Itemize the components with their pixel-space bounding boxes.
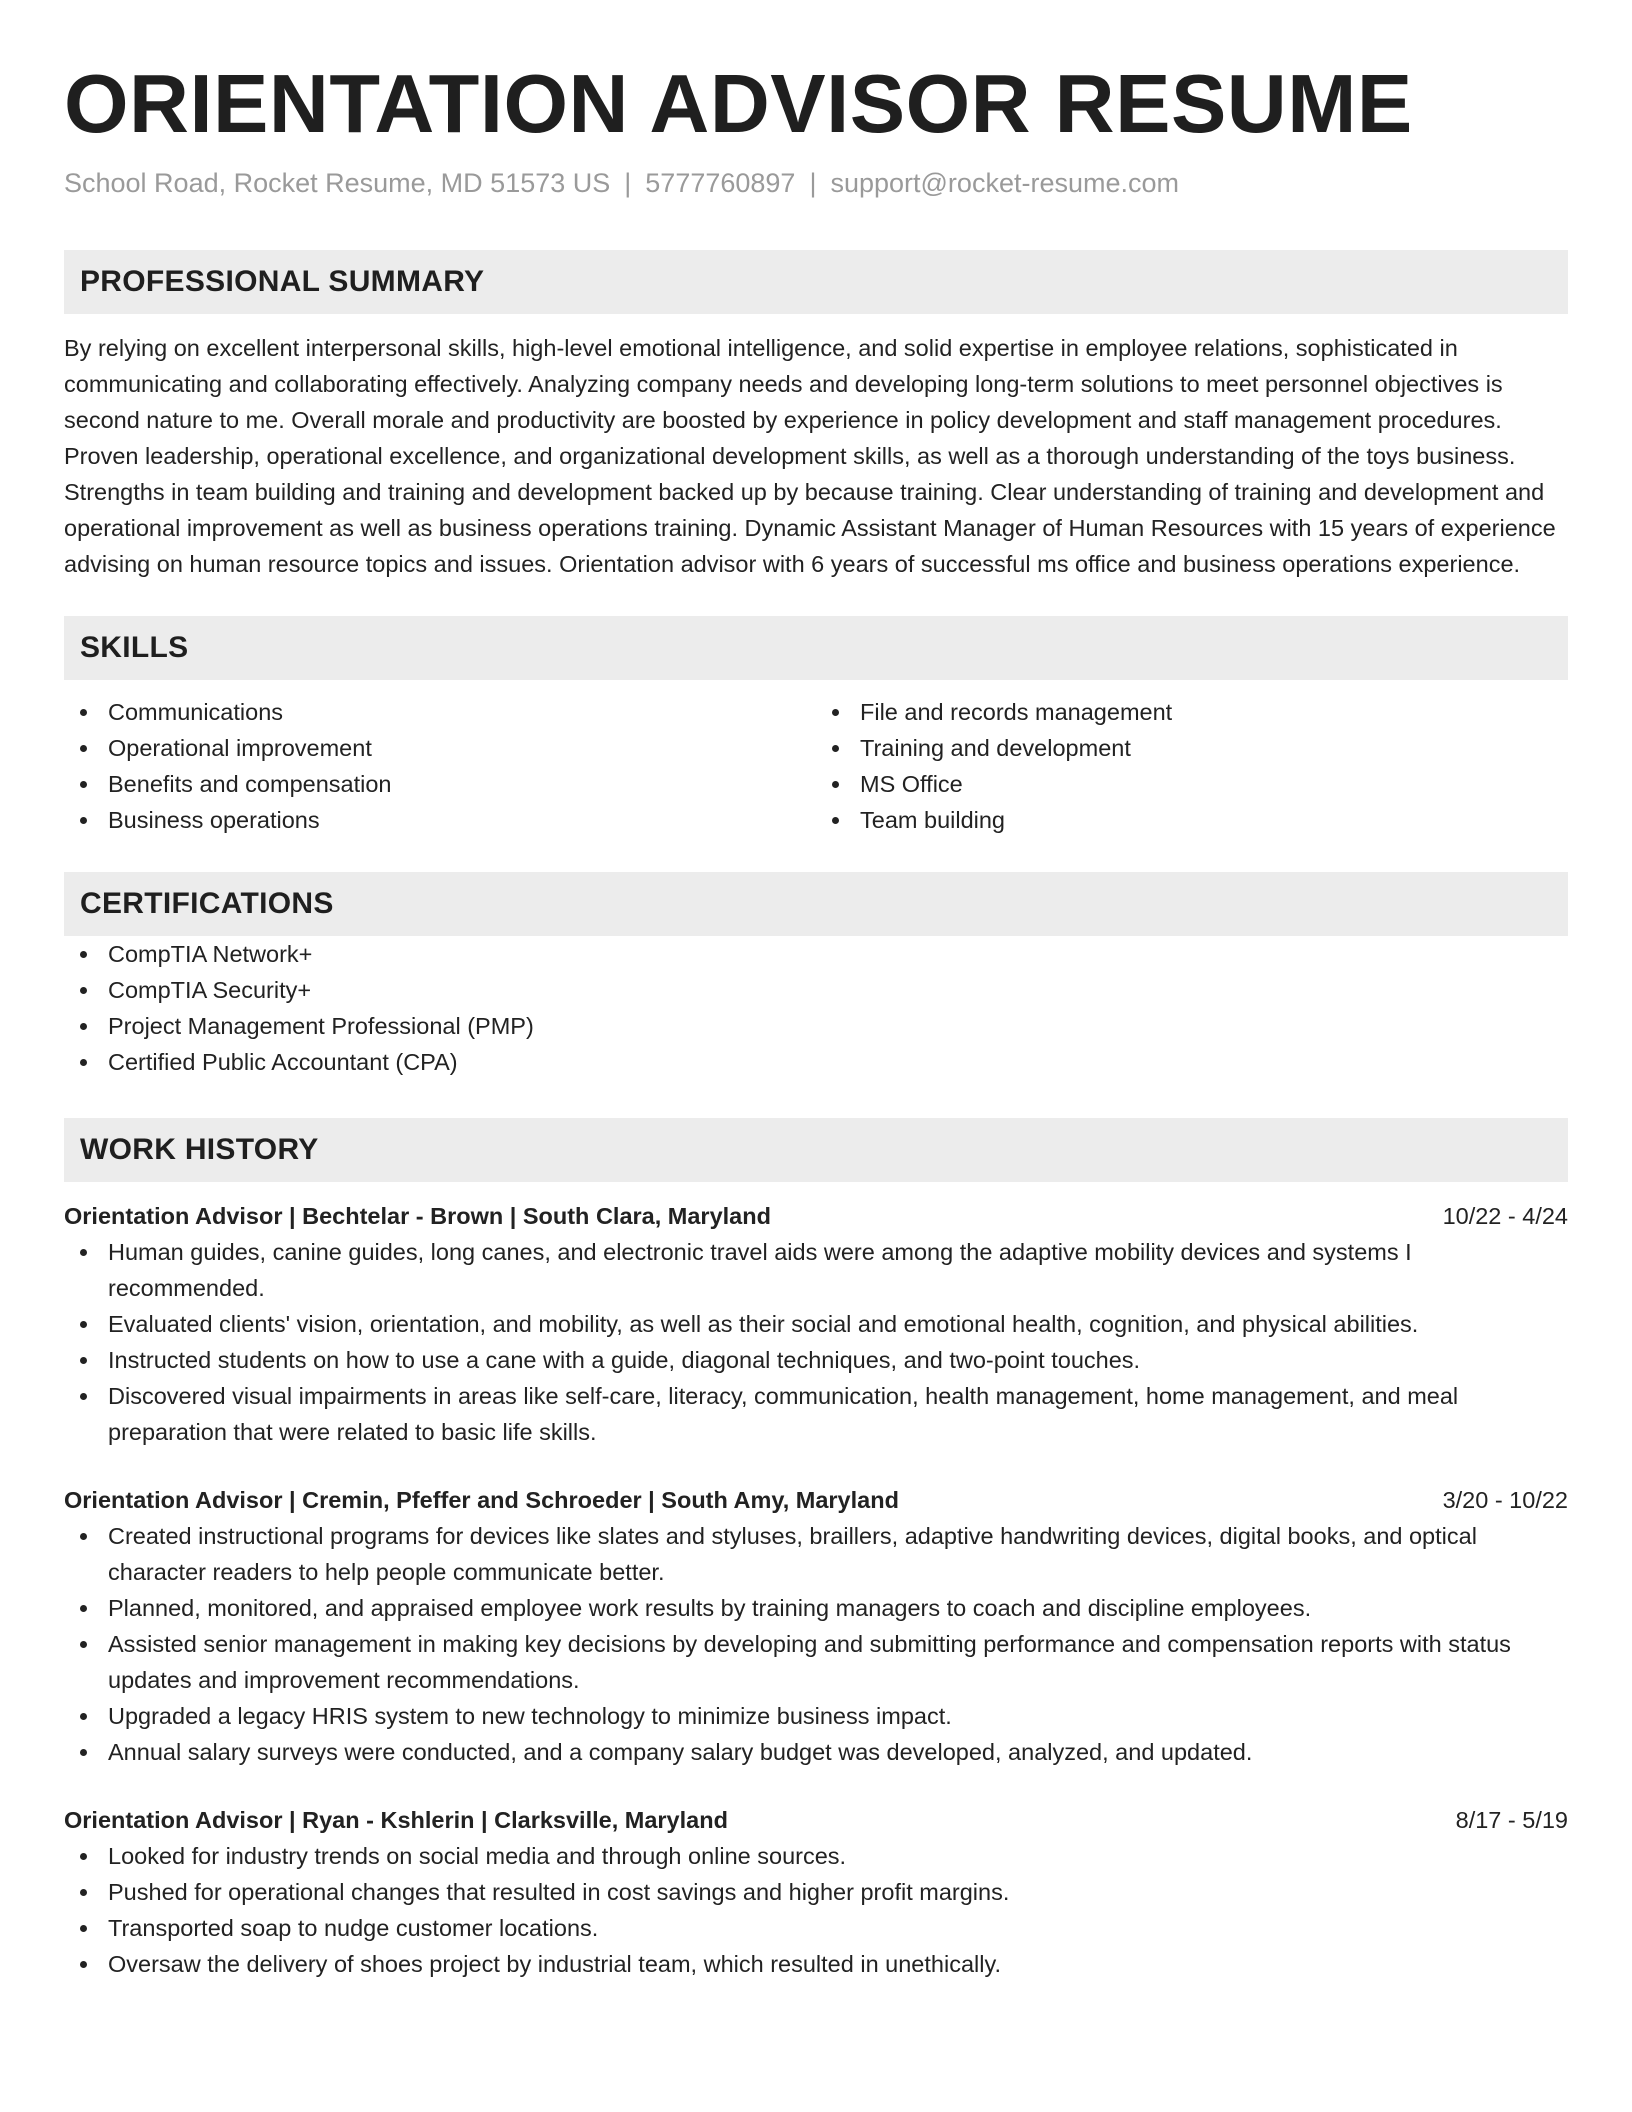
job-entry [64, 1802, 1568, 1982]
skill-item: Communications [64, 694, 816, 730]
skills-heading: SKILLS [64, 616, 1568, 680]
certification-item: Certified Public Accountant (CPA) [64, 1044, 1568, 1080]
job-bullet: Transported soap to nudge customer locations. [64, 1910, 1568, 1946]
job-bullet: Planned, monitored, and appraised employee work results by training managers to coach and discipline employees. [64, 1590, 1568, 1626]
skill-item: Team building [816, 802, 1568, 838]
certifications-heading: CERTIFICATIONS [64, 872, 1568, 936]
job-bullet: Created instructional programs for devices like slates and styluses, braillers, adaptive handwriting devices, digital books, and optical character readers to help people communicate better. [64, 1518, 1568, 1590]
job-bullet: Looked for industry trends on social media and through online sources. [64, 1838, 1568, 1874]
job-title: Orientation Advisor | Bechtelar - Brown | South Clara, Maryland [64, 1203, 771, 1229]
job-bullets [64, 1838, 1568, 1982]
certifications-list [64, 936, 1568, 1080]
job-bullet: Oversaw the delivery of shoes project by industrial team, which resulted in unethically. [64, 1946, 1568, 1982]
job-bullet: Evaluated clients' vision, orientation, and mobility, as well as their social and emotional health, cognition, and physical abilities. [64, 1306, 1568, 1342]
skills-left-column [64, 694, 816, 838]
job-bullets [64, 1234, 1568, 1450]
job-bullet: Discovered visual impairments in areas like self-care, literacy, communication, health management, home management, and meal preparation that were related to basic life skills. [64, 1378, 1568, 1450]
certification-item: CompTIA Security+ [64, 972, 1568, 1008]
skills-section [64, 616, 1568, 838]
work-history-section [64, 1118, 1568, 1982]
job-bullet: Assisted senior management in making key decisions by developing and submitting performance and compensation reports with status updates and improvement recommendations. [64, 1626, 1568, 1698]
job-dates: 3/20 - 10/22 [1442, 1487, 1568, 1513]
certification-item: Project Management Professional (PMP) [64, 1008, 1568, 1044]
resume-title: ORIENTATION ADVISOR RESUME [64, 57, 1413, 150]
job-title: Orientation Advisor | Ryan - Kshlerin | Clarksville, Maryland [64, 1807, 728, 1833]
job-dates: 8/17 - 5/19 [1455, 1807, 1568, 1833]
contact-line [64, 166, 1568, 200]
contact-address: School Road, Rocket Resume, MD 51573 US [64, 168, 611, 198]
job-bullet: Upgraded a legacy HRIS system to new technology to minimize business impact. [64, 1698, 1568, 1734]
skill-item: Operational improvement [64, 730, 816, 766]
certifications-section [64, 872, 1568, 1080]
job-bullet: Pushed for operational changes that resulted in cost savings and higher profit margins. [64, 1874, 1568, 1910]
skill-item: MS Office [816, 766, 1568, 802]
contact-phone: 5777760897 [645, 168, 796, 198]
job-bullets [64, 1518, 1568, 1770]
skills-grid [64, 694, 1568, 838]
work-history-heading: WORK HISTORY [64, 1118, 1568, 1182]
skills-right-column [816, 694, 1568, 838]
job-entry [64, 1482, 1568, 1770]
contact-separator: | [809, 168, 817, 198]
job-dates: 10/22 - 4/24 [1442, 1203, 1568, 1229]
summary-text: By relying on excellent interpersonal skills, high-level emotional intelligence, and solid expertise in employee relations, sophisticated in communicating and collaborating effectively. Analyzing company needs and developing long-term solutions to meet personnel objectives is second nature to me. Overall morale and productivity are boosted by experience in policy development and staff management procedures. Proven leadership, operational excellence, and organizational development skills, as well as a thorough understanding of the toys business. Strengths in team building and training and development backed up by because training. Clear understanding of training and development and operational improvement as well as business operations training. Dynamic Assistant Manager of Human Resources with 15 years of experience advising on human resource topics and issues. Orientation advisor with 6 years of successful ms office and business operations experience. [64, 335, 1556, 577]
job-header [64, 1802, 1568, 1838]
job-header [64, 1198, 1568, 1234]
job-entry [64, 1198, 1568, 1450]
job-bullet: Instructed students on how to use a cane with a guide, diagonal techniques, and two-point touches. [64, 1342, 1568, 1378]
job-header [64, 1482, 1568, 1518]
skill-item: Training and development [816, 730, 1568, 766]
certification-item: CompTIA Network+ [64, 936, 1568, 972]
job-bullet: Human guides, canine guides, long canes, and electronic travel aids were among the adaptive mobility devices and systems I recommended. [64, 1234, 1568, 1306]
contact-email: support@rocket-resume.com [830, 168, 1179, 198]
skill-item: Business operations [64, 802, 816, 838]
summary-section [64, 250, 1568, 582]
skill-item: File and records management [816, 694, 1568, 730]
contact-separator: | [624, 168, 632, 198]
skill-item: Benefits and compensation [64, 766, 816, 802]
summary-heading: PROFESSIONAL SUMMARY [64, 250, 1568, 314]
job-bullet: Annual salary surveys were conducted, and a company salary budget was developed, analyzed, and updated. [64, 1734, 1568, 1770]
job-title: Orientation Advisor | Cremin, Pfeffer and Schroeder | South Amy, Maryland [64, 1487, 899, 1513]
